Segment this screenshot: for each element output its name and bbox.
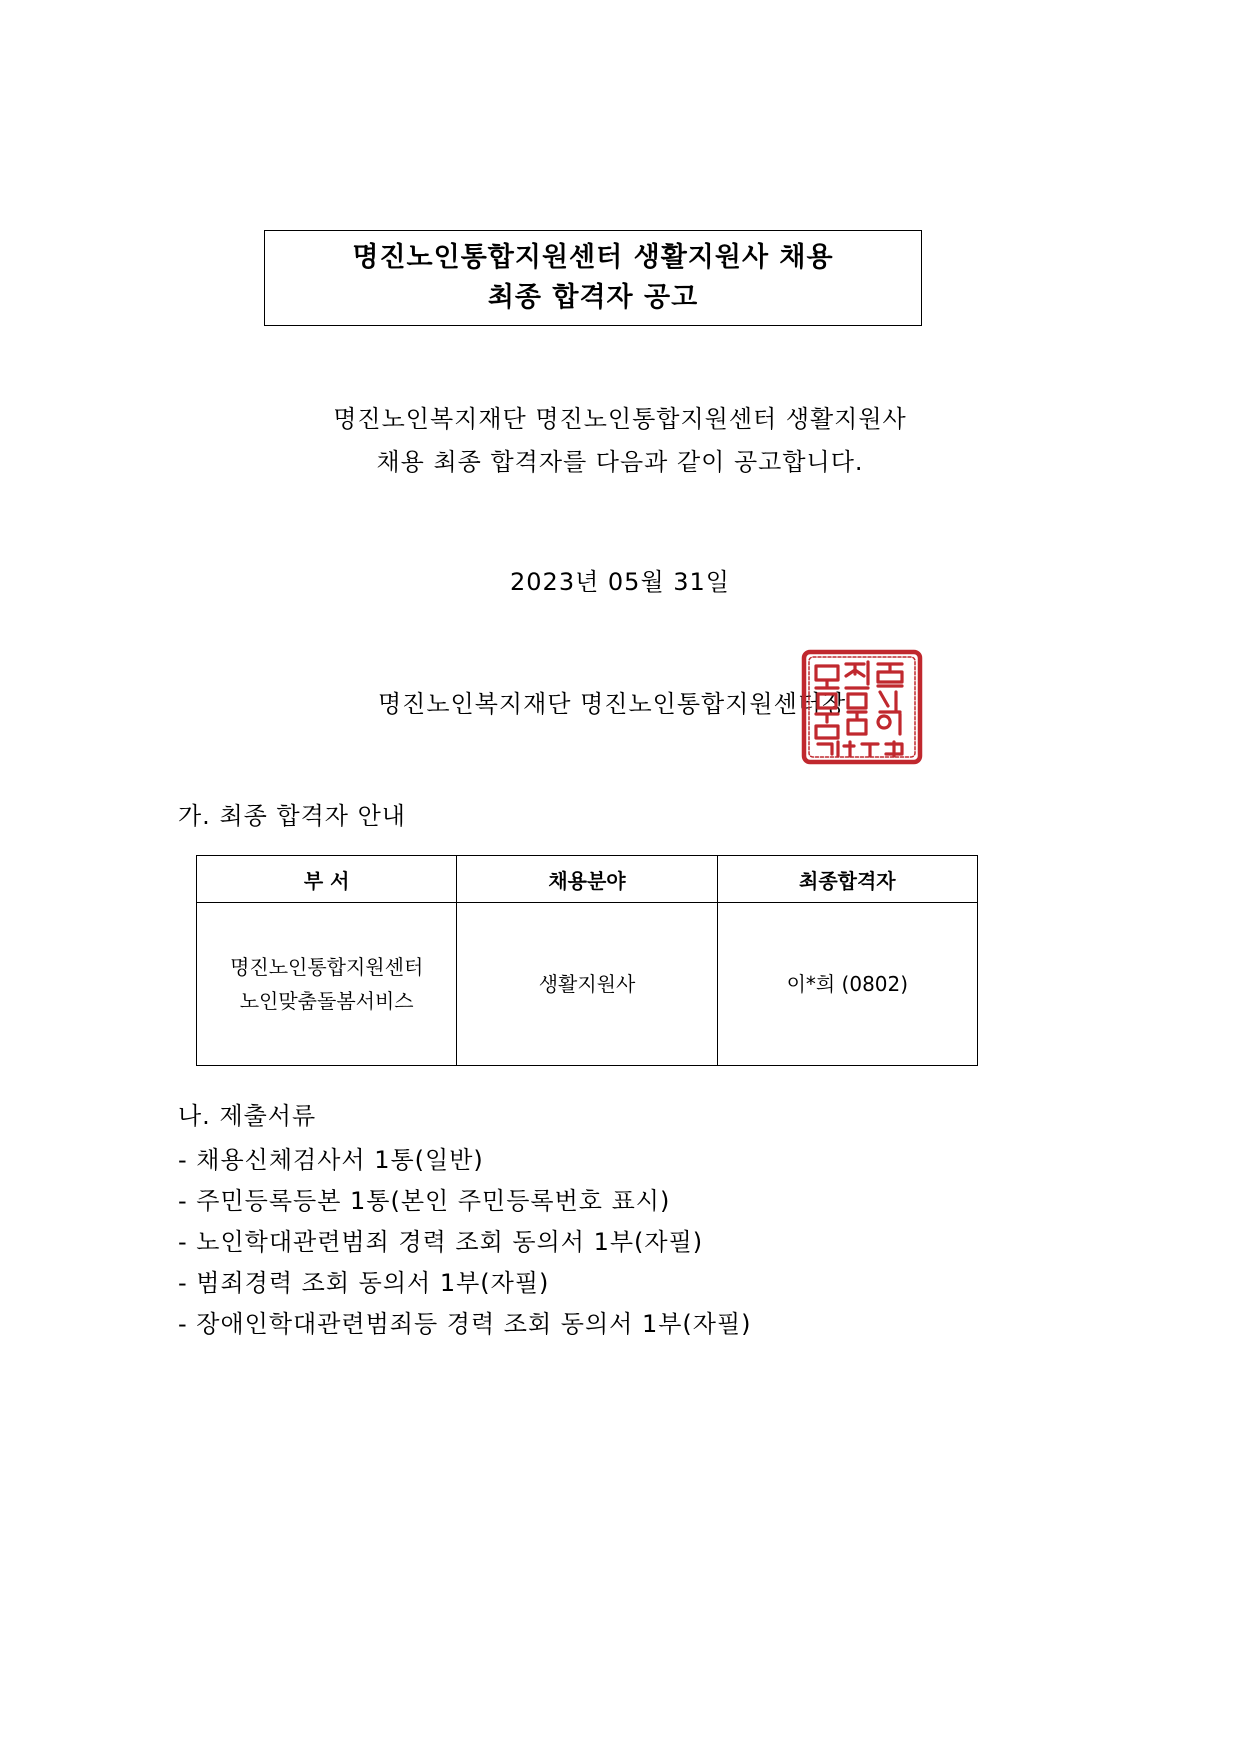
announcement-date: 2023년 05월 31일 [510,568,730,596]
cell-finalist: 이*희 (0802) [717,903,977,1066]
header-field: 채용분야 [457,856,717,903]
signer-name: 명진노인복지재단 명진노인통합지원센터장 [378,690,847,718]
official-seal-stamp [800,648,924,766]
required-documents-list [178,1140,752,1345]
title-line-2: 최종 합격자 공고 [487,282,699,313]
header-finalist: 최종합격자 [717,856,977,903]
intro-line-1: 명진노인복지재단 명진노인통합지원센터 생활지원사 [333,405,907,433]
intro-paragraph [0,398,1240,484]
department-line-2: 노인맞춤돌봄서비스 [239,989,414,1013]
cell-field: 생활지원사 [457,903,717,1066]
section-b-heading: 나. 제출서류 [178,1102,317,1130]
header-department: 부 서 [197,856,457,903]
list-item: - 범죄경력 조회 동의서 1부(자필) [178,1263,752,1304]
list-item: - 노인학대관련범죄 경력 조회 동의서 1부(자필) [178,1222,752,1263]
list-item: - 주민등록등본 1통(본인 주민등록번호 표시) [178,1181,752,1222]
section-a-heading: 가. 최종 합격자 안내 [178,802,406,830]
title-line-1: 명진노인통합지원센터 생활지원사 채용 [352,242,834,273]
list-item: - 장애인학대관련범죄등 경력 조회 동의서 1부(자필) [178,1304,752,1345]
cell-department [197,903,457,1066]
list-item: - 채용신체검사서 1통(일반) [178,1140,752,1181]
department-line-1: 명진노인통합지원센터 [230,955,424,979]
intro-line-2: 채용 최종 합격자를 다음과 같이 공고합니다. [376,448,864,476]
table-row [197,903,978,1066]
title-box [264,230,922,326]
table-header-row [197,856,978,903]
finalist-table [196,855,978,1066]
